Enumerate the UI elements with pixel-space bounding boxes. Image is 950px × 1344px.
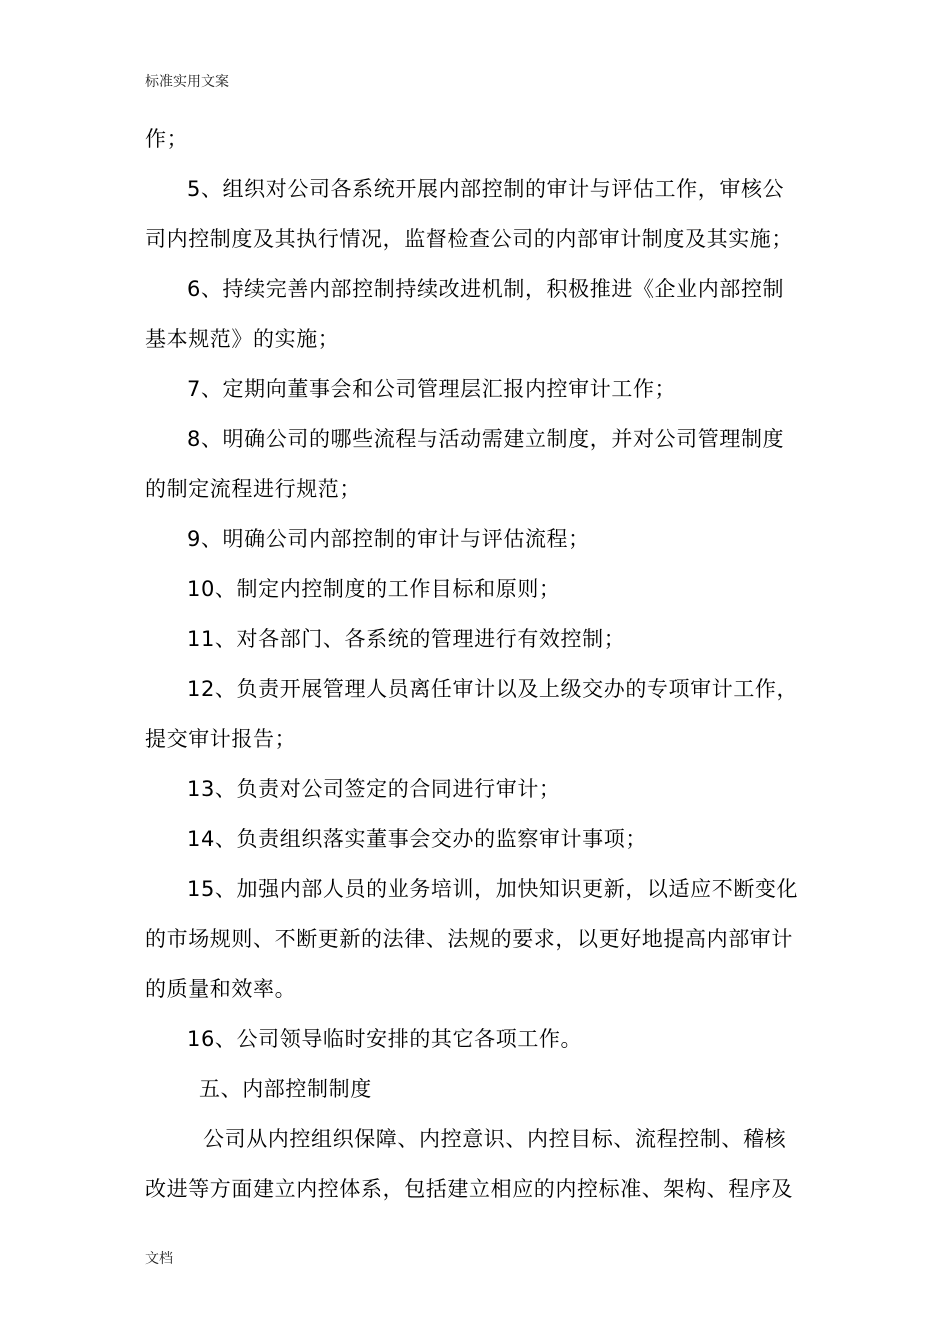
page-header: 标准实用文案 (145, 74, 229, 90)
text-line: 的市场规则、不断更新的法律、法规的要求，以更好地提高内部审计 (145, 927, 793, 951)
text-line: 的制定流程进行规范； (145, 477, 361, 501)
list-item-16: 16、公司领导临时安排的其它各项工作。 (187, 1027, 583, 1051)
text-line: 的质量和效率。 (145, 977, 297, 1001)
document-body (145, 114, 825, 1214)
list-item-6: 6、持续完善内部控制持续改进机制，积极推进《企业内部控制 (187, 277, 785, 301)
text-line: 司内控制度及其执行情况，监督检查公司的内部审计制度及其实施； (145, 227, 793, 251)
text-line: 提交审计报告； (145, 727, 297, 751)
list-item-11: 11、对各部门、各系统的管理进行有效控制； (187, 627, 626, 651)
list-item-8: 8、明确公司的哪些流程与活动需建立制度，并对公司管理制度 (187, 427, 785, 451)
list-item-9: 9、明确公司内部控制的审计与评估流程； (187, 527, 590, 551)
text-line: 作； (145, 127, 189, 151)
list-item-15: 15、加强内部人员的业务培训，加快知识更新，以适应不断变化 (187, 877, 799, 901)
section-heading: 五、内部控制制度 (199, 1077, 372, 1101)
text-line: 基本规范》的实施； (145, 327, 340, 351)
paragraph-line: 改进等方面建立内控体系，包括建立相应的内控标准、架构、程序及 (145, 1177, 793, 1201)
list-item-14: 14、负责组织落实董事会交办的监察审计事项； (187, 827, 647, 851)
list-item-5: 5、组织对公司各系统开展内部控制的审计与评估工作，审核公 (187, 177, 785, 201)
list-item-13: 13、负责对公司签定的合同进行审计； (187, 777, 561, 801)
list-item-10: 10、制定内控制度的工作目标和原则； (187, 577, 561, 601)
list-item-12: 12、负责开展管理人员离任审计以及上级交办的专项审计工作， (187, 677, 799, 701)
list-item-7: 7、定期向董事会和公司管理层汇报内控审计工作； (187, 377, 677, 401)
page-footer: 文档 (145, 1251, 173, 1267)
paragraph-line: 公司从内控组织保障、内控意识、内控目标、流程控制、稽核 (203, 1127, 787, 1151)
